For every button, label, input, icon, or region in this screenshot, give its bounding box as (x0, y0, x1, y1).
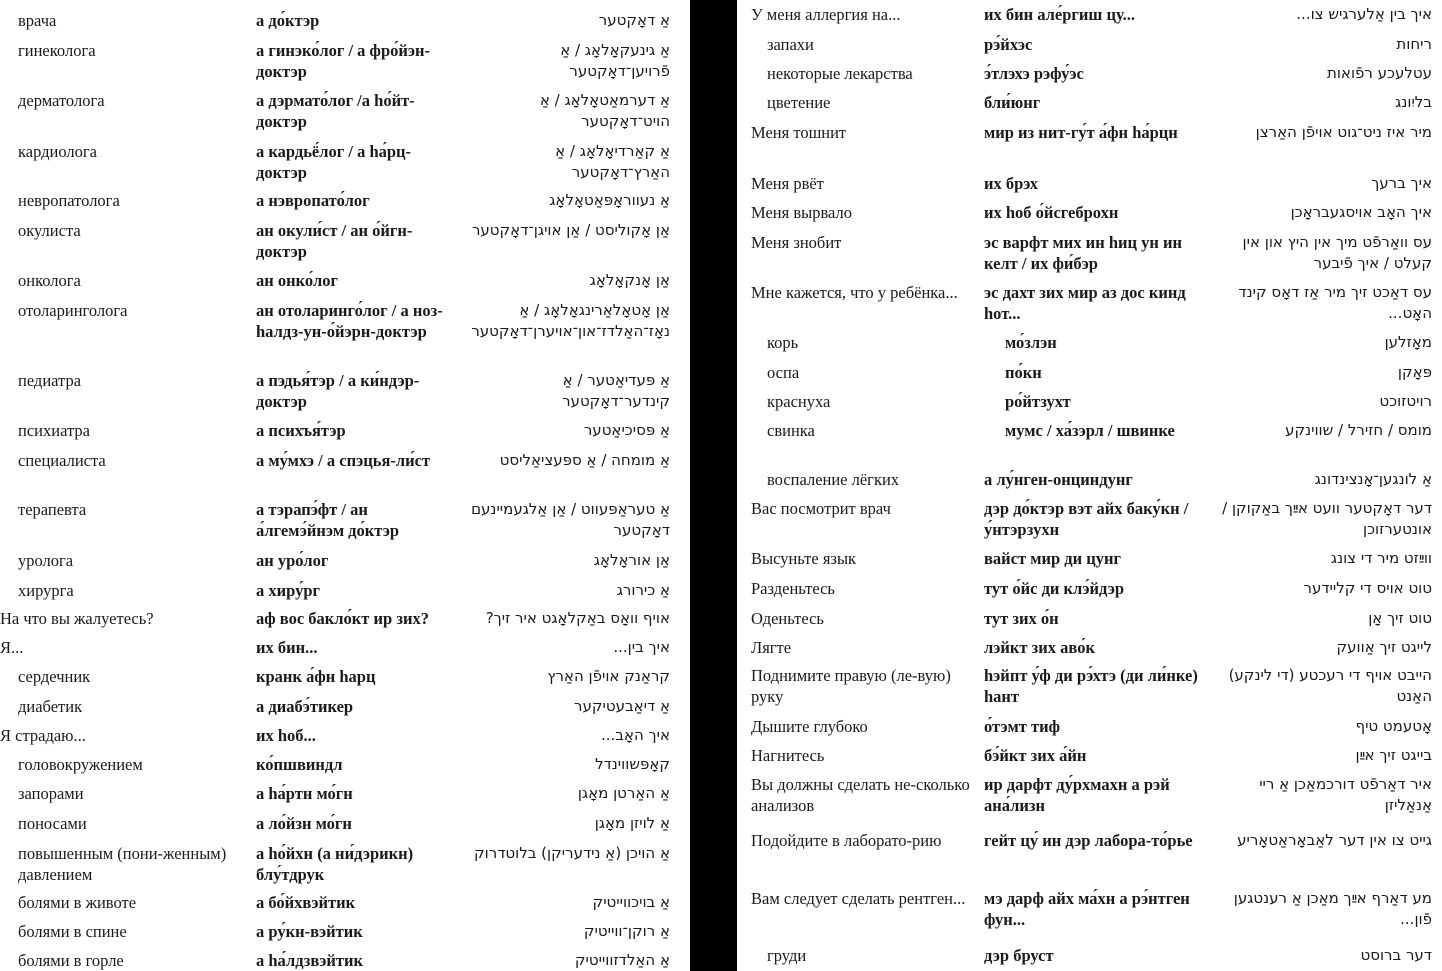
russian-phrase: У меня аллергия на... (751, 5, 901, 24)
transliteration: а hа́лдзвэйтик (256, 951, 364, 970)
yiddish-phrase: מאָזלען (1384, 333, 1432, 351)
yiddish-phrase: הייבט אויף די רעכטע (די לינקע) האַנט (1228, 666, 1432, 705)
yiddish-phrase: אַ בויכווייטיק (592, 893, 670, 911)
yiddish-phrase: אַ האַרטן מאָגן (577, 784, 670, 802)
transliteration: дэр до́ктэр вэт айх бaку́кн / у́нтэрзухн (984, 499, 1189, 539)
yiddish-phrase: איך האָב... (600, 726, 670, 744)
yiddish-phrase: איך ברעך (1371, 174, 1432, 192)
transliteration: мо́злэн (1005, 333, 1057, 352)
russian-phrase: сердечник (18, 667, 91, 686)
russian-phrase: отоларинголога (18, 301, 128, 320)
yiddish-phrase: קאָפּשווינדל (595, 755, 670, 773)
transliteration: а диабэ́тикер (256, 697, 354, 716)
transliteration: а hа́ртн мо́гн (256, 784, 353, 803)
russian-phrase: окулиста (18, 221, 81, 240)
russian-phrase: некоторые лекарства (767, 64, 913, 83)
yiddish-phrase: אַן אוראָלאָג (593, 551, 670, 569)
transliteration: ан уро́лог (256, 551, 329, 570)
transliteration: бэ́йкт зих а́йн (984, 746, 1087, 765)
transliteration: эс дахт зих мир аз дос кинд hот... (984, 283, 1186, 323)
transliteration: тут о́йс ди клэ́йдэр (984, 579, 1125, 598)
transliteration: ан окули́ст / ан о́йгн-доктэр (256, 221, 413, 261)
yiddish-phrase: אויף וואָס באַקלאָגט איר זיך? (485, 609, 670, 627)
transliteration: а нэвропато́лог (256, 191, 370, 210)
russian-phrase: Лягте (751, 638, 792, 657)
transliteration: их брэх (984, 174, 1039, 193)
transliteration: а дэрмато́лог /а hо́йт-доктэр (256, 91, 415, 131)
transliteration: ро́йтзухт (1005, 392, 1071, 411)
yiddish-phrase: אַ נעווראָפּאַטאָלאָג (549, 191, 670, 209)
russian-phrase: Меня рвёт (751, 174, 824, 193)
yiddish-phrase: אַ טעראַפּעווט / אַן אַלגעמיינעם דאָקטער (471, 500, 670, 539)
russian-phrase: поносами (18, 814, 87, 833)
transliteration: эс варфт мих ин hиц ун ин келт / их фи́бэр (984, 233, 1183, 273)
yiddish-phrase: ווײַזט מיר די צונג (1330, 549, 1432, 567)
yiddish-phrase: גייט צו אין דער לאַבאָראַטאָריע (1237, 831, 1432, 849)
russian-phrase: головокружением (18, 755, 143, 774)
russian-phrase: Поднимите правую (ле-вую) руку (751, 666, 951, 706)
russian-phrase: груди (767, 946, 807, 965)
yiddish-phrase: אַ גינעקאָלאָג / אַ פֿרויען־דאָקטער (560, 41, 670, 80)
yiddish-phrase: אַן אָקוליסט / אַן אויגן־דאָקטער (471, 221, 670, 239)
transliteration: а тэрапэ́фт / ан а́лгемэ́йнэм до́ктэр (256, 500, 400, 540)
transliteration: ко́пшвиндл (256, 755, 343, 774)
transliteration: бли́юнг (984, 93, 1041, 112)
yiddish-phrase: עס וואַרפֿט מיך אין היץ און אין קעלט / איך פֿיבער (1242, 233, 1432, 272)
russian-phrase: врача (18, 11, 57, 30)
transliteration: э́тлэхэ рэфу́эс (984, 64, 1084, 83)
transliteration: гейт цу́ ин дэр лабора-то́рье (984, 831, 1193, 850)
transliteration: их hоб о́йсгеброхн (984, 203, 1119, 222)
transliteration: тут зих о́н (984, 609, 1059, 628)
transliteration: а ру́кн-вэйтик (256, 922, 363, 941)
transliteration: их бин... (256, 638, 318, 657)
yiddish-phrase: עטלעכע רפֿואות (1326, 64, 1432, 82)
yiddish-phrase: אַ לויזן מאָגן (594, 814, 670, 832)
transliteration: кранк а́фн hарц (256, 667, 376, 686)
yiddish-phrase: רויטזוכט (1379, 392, 1432, 410)
yiddish-phrase: טוט אויס די קליידער (1303, 579, 1432, 597)
russian-phrase: болями в горле (18, 951, 124, 970)
yiddish-phrase: אַן אָטאָלאַרינגאָלאָג / אַ נאָז־האַלדז־און־אויערן־דאָקטער (471, 301, 670, 340)
transliteration: а до́ктэр (256, 11, 320, 30)
transliteration: рэ́йхэс (984, 35, 1033, 54)
yiddish-phrase: דער דאָקטער וועט אײַך באַקוקן / אונטערזוכן (1222, 499, 1432, 538)
yiddish-phrase: אַ דאָקטער (598, 11, 670, 29)
yiddish-phrase: אָטעמט טיף (1355, 717, 1432, 735)
russian-phrase: Разденьтесь (751, 579, 835, 598)
russian-phrase: Вас посмотрит врач (751, 499, 891, 518)
yiddish-phrase: איך בין אַלערגיש צו... (1296, 5, 1432, 23)
russian-phrase: Высуньте язык (751, 549, 857, 568)
transliteration: а гинэко́лог / а фро́йэн-доктэр (256, 41, 431, 81)
russian-phrase: Меня знобит (751, 233, 842, 252)
yiddish-phrase: בליִונג (1395, 93, 1432, 111)
transliteration: hэйпт у́ф ди рэ́хтэ (ди ли́нке) hант (984, 666, 1198, 706)
transliteration: а бо́йхвэйтик (256, 893, 356, 912)
transliteration: а ло́йзн мо́гн (256, 814, 352, 833)
russian-phrase: диабетик (18, 697, 83, 716)
transliteration: ан онко́лог (256, 271, 338, 290)
russian-phrase: Меня тошнит (751, 123, 847, 142)
transliteration: лэйкт зих аво́к (984, 638, 1095, 657)
russian-phrase: повышенным (пони-женным) давлением (18, 844, 227, 884)
transliteration: вайст мир ди цунг (984, 549, 1122, 568)
yiddish-phrase: איך האָב אויסגעבראָכן (1290, 203, 1432, 221)
russian-phrase: Нагнитесь (751, 746, 825, 765)
yiddish-phrase: איר דאַרפֿט דורכמאַכן אַ ריי אַנאַליזן (1259, 775, 1432, 814)
transliteration: а хиру́рг (256, 581, 321, 600)
russian-phrase: Меня вырвало (751, 203, 852, 222)
yiddish-phrase: אַ פּסיכיאַטער (583, 421, 670, 439)
yiddish-phrase: אַ לונגען־אָנצינדונג (1314, 470, 1432, 488)
russian-phrase: хирурга (18, 581, 74, 600)
russian-phrase: Оденьтесь (751, 609, 824, 628)
russian-phrase: онколога (18, 271, 81, 290)
russian-phrase: Подойдите в лаборато-рию (751, 831, 942, 850)
russian-phrase: Дышите глубоко (751, 717, 868, 736)
transliteration: их hоб... (256, 726, 316, 745)
yiddish-phrase: אַ רוקן־ווייטיק (583, 922, 670, 940)
yiddish-phrase: מומס / חזירל / שווינקע (1285, 421, 1432, 439)
russian-phrase: болями в спине (18, 922, 127, 941)
yiddish-phrase: לייגט זיך אַוועק (1336, 638, 1432, 656)
transliteration: ир дарфт ду́рхмахн а рэй ана́лизн (984, 775, 1170, 815)
russian-phrase: цветение (767, 93, 831, 112)
yiddish-phrase: טוט זיך אָן (1368, 609, 1432, 627)
transliteration: а му́мхэ / а спэцья-ли́ст (256, 451, 431, 470)
transliteration: мир из нит-гу́т а́фн hа́рцн (984, 123, 1178, 142)
yiddish-phrase: איך בין... (613, 638, 670, 656)
yiddish-phrase: אַ הויכן (אַ נידעריקן) בלוטדרוק (474, 844, 670, 862)
page-left (0, 0, 690, 971)
transliteration: по́кн (1005, 363, 1042, 382)
transliteration: а пэдья́тэр / а ки́ндэр-доктэр (256, 371, 420, 411)
transliteration: мэ дарф айх ма́хн а рэ́нтген фун... (984, 889, 1190, 929)
yiddish-phrase: מיר איז ניט־גוט אויפֿן האַרצן (1255, 123, 1432, 141)
page-gutter (690, 0, 737, 971)
russian-phrase: свинка (767, 421, 815, 440)
yiddish-phrase: אַ קאַרדיאָלאָג / אַ האַרץ־דאָקטער (555, 142, 670, 181)
transliteration: мумс / ха́зэрл / швинке (1005, 421, 1175, 440)
russian-phrase: оспа (767, 363, 800, 382)
yiddish-phrase: אַ כירורג (616, 581, 670, 599)
yiddish-phrase: בייגט זיך אײַן (1355, 746, 1432, 764)
transliteration: а кардьё́лог / а hа́рц-доктэр (256, 142, 412, 182)
russian-phrase: запорами (18, 784, 84, 803)
transliteration: дэр бруст (984, 946, 1054, 965)
yiddish-phrase: פּאָקן (1397, 363, 1432, 381)
yiddish-phrase: עס דאַכט זיך מיר אַז דאָס קינד האָט... (1238, 283, 1432, 322)
russian-phrase: Мне кажется, что у ребёнка... (751, 283, 958, 302)
russian-phrase: Вам следует сделать рентген... (751, 889, 966, 908)
yiddish-phrase: אַ דערמאַטאָלאָג / אַ הויט־דאָקטער (539, 91, 670, 130)
yiddish-phrase: מע דאַרף אײַך מאַכן אַ רענטגען פֿון... (1233, 889, 1432, 928)
yiddish-phrase: אַ האַלדזווייטיק (574, 951, 670, 969)
transliteration: аф вос бакло́кт ир зих? (256, 609, 429, 628)
russian-phrase: Вы должны сделать не-сколько анализов (751, 775, 970, 815)
russian-phrase: Я... (0, 638, 24, 657)
russian-phrase: краснуха (767, 392, 831, 411)
russian-phrase: болями в животе (18, 893, 137, 912)
transliteration: их бин але́ргиш цу... (984, 5, 1135, 24)
transliteration: ан отоларинго́лог / а ноз-hалдз-ун-о́йэрн-доктэр (256, 301, 443, 341)
russian-phrase: Я страдаю... (0, 726, 86, 745)
yiddish-phrase: אַ פּעדיאַטער / אַ קינדער־דאָקטער (562, 371, 670, 410)
page-right (737, 0, 1442, 971)
russian-phrase: На что вы жалуетесь? (0, 609, 154, 628)
russian-phrase: кардиолога (18, 142, 97, 161)
russian-phrase: невропатолога (18, 191, 120, 210)
russian-phrase: терапевта (18, 500, 87, 519)
russian-phrase: дерматолога (18, 91, 105, 110)
yiddish-phrase: אַן אָנקאָלאָג (589, 271, 670, 289)
yiddish-phrase: אַ דיאַבעטיקער (573, 697, 670, 715)
russian-phrase: педиатра (18, 371, 82, 390)
yiddish-phrase: אַ מומחה / אַ ספּעציאַליסט (499, 451, 670, 469)
russian-phrase: уролога (18, 551, 74, 570)
transliteration: о́тэмт тиф (984, 717, 1061, 736)
russian-phrase: воспаление лёгких (767, 470, 900, 489)
russian-phrase: специалиста (18, 451, 106, 470)
transliteration: а психъя́тэр (256, 421, 346, 440)
russian-phrase: гинеколога (18, 41, 96, 60)
yiddish-phrase: קראַנק אויפֿן האַרץ (547, 667, 670, 685)
yiddish-phrase: דער ברוסט (1360, 946, 1432, 964)
transliteration: а лу́нген-онциндунг (984, 470, 1133, 489)
russian-phrase: корь (767, 333, 799, 352)
yiddish-phrase: ריחות (1396, 35, 1432, 53)
transliteration: а hо́йхн (а ни́дэрикн) блу́тдрук (256, 844, 414, 884)
russian-phrase: психиатра (18, 421, 90, 440)
russian-phrase: запахи (767, 35, 814, 54)
